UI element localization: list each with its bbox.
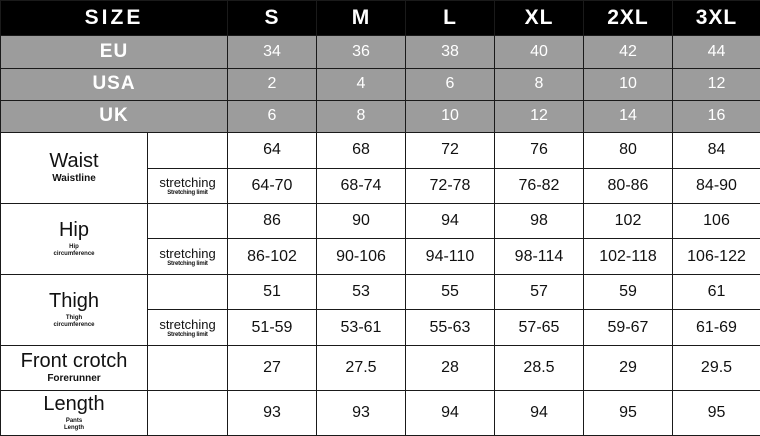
measurement-value: 55: [406, 274, 495, 309]
region-label-usa: USA: [1, 68, 228, 100]
measurement-label-length: [1, 390, 148, 435]
measurement-subtitle: Forerunner: [47, 373, 101, 385]
region-value: 40: [495, 36, 584, 68]
measurement-value: 90-106: [317, 239, 406, 274]
measurement-name: Front crotch: [20, 350, 128, 373]
measurement-subtitle-small: Pants Length: [64, 418, 84, 431]
header-size-xl: XL: [495, 1, 584, 36]
measurement-value: 64: [228, 133, 317, 168]
spacer-cell: [148, 345, 228, 390]
stretching-subtext: Stretching limit: [167, 260, 208, 267]
region-value: 36: [317, 36, 406, 68]
measurement-value: 72-78: [406, 168, 495, 203]
measurement-value: 80: [584, 133, 673, 168]
region-label-eu: EU: [1, 36, 228, 68]
region-value: 6: [406, 68, 495, 100]
measurement-row: [1, 203, 760, 238]
measurement-value: 102: [584, 203, 673, 238]
measurement-value: 72: [406, 133, 495, 168]
measurement-value: 68: [317, 133, 406, 168]
region-value: 14: [584, 100, 673, 132]
measurement-label-front-crotch: [1, 345, 148, 390]
measurement-value: 53: [317, 274, 406, 309]
header-size-label: SIZE: [1, 1, 228, 36]
measurement-row: [1, 274, 760, 309]
region-label-uk: UK: [1, 100, 228, 132]
region-value: 16: [673, 100, 760, 132]
region-value: 10: [406, 100, 495, 132]
measurement-value: 94: [406, 390, 495, 435]
measurement-value: 98-114: [495, 239, 584, 274]
measurement-value: 95: [584, 390, 673, 435]
region-value: 42: [584, 36, 673, 68]
measurement-value: 51: [228, 274, 317, 309]
stretching-label: [148, 310, 228, 345]
header-size-3xl: 3XL: [673, 1, 760, 36]
measurement-value: 95: [673, 390, 760, 435]
measurement-value: 80-86: [584, 168, 673, 203]
measurement-name: Hip: [58, 219, 89, 242]
measurement-value: 94-110: [406, 239, 495, 274]
header-row: [1, 1, 760, 36]
measurement-value: 59: [584, 274, 673, 309]
measurement-value: 55-63: [406, 310, 495, 345]
measurement-value: 76: [495, 133, 584, 168]
measurement-value: 57-65: [495, 310, 584, 345]
region-value: 4: [317, 68, 406, 100]
measurement-value: 29.5: [673, 345, 760, 390]
measurement-value: 94: [406, 203, 495, 238]
measurement-value: 61: [673, 274, 760, 309]
region-value: 8: [317, 100, 406, 132]
measurement-value: 28: [406, 345, 495, 390]
measurement-value: 86-102: [228, 239, 317, 274]
measurement-value: 51-59: [228, 310, 317, 345]
measurement-value: 93: [228, 390, 317, 435]
stretching-text: stretching: [159, 316, 216, 332]
spacer-cell: [148, 390, 228, 435]
measurement-value: 27: [228, 345, 317, 390]
header-size-s: S: [228, 1, 317, 36]
region-value: 12: [495, 100, 584, 132]
measurement-value: 59-67: [584, 310, 673, 345]
header-size-m: M: [317, 1, 406, 36]
measurement-value: 27.5: [317, 345, 406, 390]
measurement-subtitle-small: Hip circumference: [53, 244, 95, 257]
stretching-label: [148, 168, 228, 203]
measurement-value: 57: [495, 274, 584, 309]
region-row: [1, 36, 760, 68]
measurement-label-waist: [1, 133, 148, 204]
measurement-value: 68-74: [317, 168, 406, 203]
measurement-value: 102-118: [584, 239, 673, 274]
spacer-cell: [148, 203, 228, 238]
spacer-cell: [148, 274, 228, 309]
measurement-value: 90: [317, 203, 406, 238]
region-row: [1, 100, 760, 132]
measurement-row: [1, 345, 760, 390]
region-value: 34: [228, 36, 317, 68]
measurement-value: 94: [495, 390, 584, 435]
region-value: 8: [495, 68, 584, 100]
measurement-value: 98: [495, 203, 584, 238]
region-value: 44: [673, 36, 760, 68]
measurement-value: 53-61: [317, 310, 406, 345]
header-size-2xl: 2XL: [584, 1, 673, 36]
measurement-value: 106-122: [673, 239, 760, 274]
stretching-subtext: Stretching limit: [167, 189, 208, 196]
stretching-text: stretching: [159, 245, 216, 261]
header-size-l: L: [406, 1, 495, 36]
measurement-name: Waist: [49, 150, 99, 173]
measurement-value: 93: [317, 390, 406, 435]
measurement-row: [1, 133, 760, 168]
measurement-value: 84: [673, 133, 760, 168]
stretching-label: [148, 239, 228, 274]
measurement-value: 76-82: [495, 168, 584, 203]
measurement-name: Length: [43, 393, 105, 416]
measurement-subtitle-small: Thigh circumference: [53, 315, 95, 328]
region-value: 2: [228, 68, 317, 100]
measurement-label-thigh: [1, 274, 148, 345]
measurement-value: 61-69: [673, 310, 760, 345]
stretching-subtext: Stretching limit: [167, 331, 208, 338]
region-value: 6: [228, 100, 317, 132]
measurement-value: 84-90: [673, 168, 760, 203]
measurement-label-hip: [1, 203, 148, 274]
measurement-subtitle: Waistline: [52, 173, 96, 185]
region-value: 38: [406, 36, 495, 68]
region-value: 10: [584, 68, 673, 100]
measurement-row: [1, 390, 760, 435]
measurement-value: 64-70: [228, 168, 317, 203]
region-value: 12: [673, 68, 760, 100]
stretching-text: stretching: [159, 174, 216, 190]
measurement-value: 28.5: [495, 345, 584, 390]
measurement-value: 86: [228, 203, 317, 238]
measurement-value: 106: [673, 203, 760, 238]
spacer-cell: [148, 133, 228, 168]
region-row: [1, 68, 760, 100]
measurement-name: Thigh: [48, 290, 100, 313]
measurement-value: 29: [584, 345, 673, 390]
